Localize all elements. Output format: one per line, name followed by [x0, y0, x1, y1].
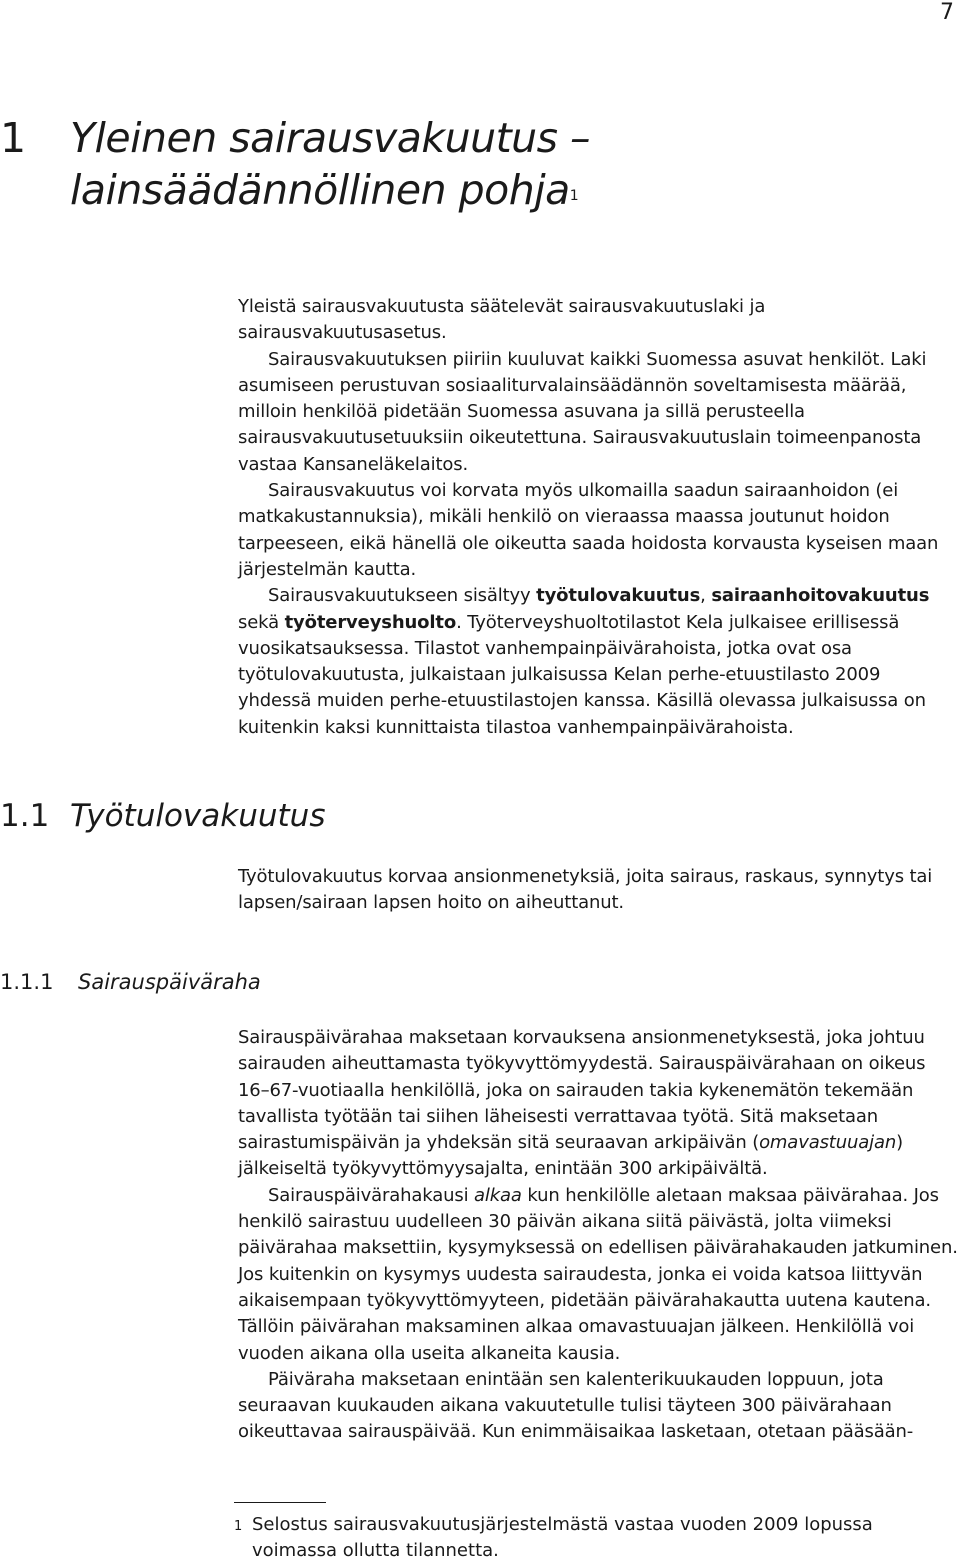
- term-alkaa: alkaa: [474, 1184, 522, 1206]
- text-span: ,: [700, 585, 712, 607]
- text-span: sekä: [238, 611, 285, 633]
- sairauspaivaraha-paragraph-1: [238, 1025, 958, 1183]
- text-span: kun henkilölle aletaan maksaa päivärahaa. Jos henkilö sairastuu uudelleen 30 päivän aikana siitä päivästä, jolta viimeksi päivärahaa maksettiin, kysymyksessä on edellisen päivärahakauden jatkuminen. Jos kuitenkin on kysymys uudesta sairaudesta, jonka ei voida katsoa liittyvän aikaisempaan työkyvyttömyyteen, pidetään päivärahakautta uutena kautena. Tällöin päivärahan maksaminen alkaa omavastuuajan jälkeen. Henkilöllä voi vuoden aikana olla useita alkaneita kausia.: [238, 1184, 958, 1364]
- footnote-reference: 1: [569, 188, 579, 204]
- text-span: Sairauspäivärahakausi: [268, 1184, 475, 1206]
- intro-paragraph-3: Sairausvakuutus voi korvata myös ulkomailla saadun sairaanhoidon (ei matkakustannuksia), mikäli henkilö on vieraassa maassa joutunut hoidon tarpeeseen, eikä hänellä ole oikeutta saada hoidosta korvausta kyseisen maan järjestelmän kautta.: [238, 480, 939, 580]
- intro-paragraph-4: [238, 583, 958, 741]
- term-tyotulovakuutus: työtulovakuutus: [536, 585, 701, 607]
- subsection-number: 1.1.1: [0, 970, 54, 994]
- intro-text: [238, 294, 958, 741]
- subsection-heading-1-1-1: [0, 970, 261, 994]
- intro-paragraph-1: Yleistä sairausvakuutusta säätelevät sairausvakuutuslaki ja sairausvakuutusasetus.: [238, 296, 766, 344]
- term-tyoterveyshuolto: työterveyshuolto: [284, 611, 457, 633]
- term-omavastuuaika: omavastuuajan: [759, 1132, 897, 1154]
- chapter-title-line1: Yleinen sairausvakuutus –: [70, 114, 591, 162]
- footnote-text: Selostus sairausvakuutusjärjestelmästä vastaa vuoden 2009 lopussa voimassa ollutta tilannetta.: [252, 1514, 873, 1561]
- term-sairaanhoitovakuutus: sairaanhoitovakuutus: [711, 585, 930, 607]
- chapter-title: [0, 112, 590, 216]
- section-title: Työtulovakuutus: [70, 798, 326, 834]
- text-span: Sairausvakuutukseen sisältyy: [268, 585, 537, 607]
- section-1-1-1-text: [238, 1025, 958, 1446]
- page-number: 7: [940, 0, 954, 25]
- footnote-mark: 1: [234, 1519, 243, 1534]
- text-span: Sairauspäivärahaa maksetaan korvauksena ansionmenetyksestä, joka johtuu sairauden aiheuttamasta työkyvyttömyydestä. Sairauspäivärahaan on oikeus 16–67-vuotiaalla henkilöllä, joka on sairauden takia kykenemätön tekemään tavallista työtään tai siihen läheisesti verrattavaa työtä. Sitä maksetaan sairastumispäivän ja yhdeksän sitä seuraavan arkipäivän (: [238, 1027, 926, 1154]
- chapter-number: 1: [0, 114, 26, 162]
- intro-paragraph-2: Sairausvakuutuksen piiriin kuuluvat kaikki Suomessa asuvat henkilöt. Laki asumiseen perustuvan sosiaaliturvalainsäädännön soveltamisesta määrää, milloin henkilöä pidetään Suomessa asuvana ja sillä perusteella sairausvakuutusetuuksiin oikeutettuna. Sairausvakuutuslain toimeenpanosta vastaa Kansaneläkelaitos.: [238, 348, 927, 475]
- sairauspaivaraha-paragraph-3: Päiväraha maksetaan enintään sen kalenterikuukauden loppuun, jota seuraavan kuukauden aikana vakuutetulle tulisi täyteen 300 päivärahaan oikeuttavaa sairauspäivää. Kun enimmäisaikaa lasketaan, otetaan pääsään-: [238, 1368, 914, 1443]
- subsection-title: Sairauspäiväraha: [78, 970, 261, 994]
- section-heading-1-1: [0, 798, 325, 834]
- text-span: . Työterveyshuoltotilastot Kela julkaisee erillisessä vuosikatsauksessa. Tilastot vanhempainpäivärahoista, jotka ovat osa työtulovakuutusta, julkaistaan julkaisussa Kelan perhe-etuustilasto 2009 yhdessä muiden perhe-etuustilastojen kanssa. Käsillä olevassa julkaisussa on kuitenkin kaksi kunnittaista tilastoa vanhempainpäivärahoista.: [238, 611, 926, 738]
- section-1-1-text: [238, 864, 958, 917]
- footnote: [234, 1512, 954, 1564]
- footnote-divider: [234, 1502, 326, 1503]
- chapter-title-line2: lainsäädännöllinen pohja: [70, 166, 570, 214]
- section-1-1-paragraph: Työtulovakuutus korvaa ansionmenetyksiä, joita sairaus, raskaus, synnytys tai lapsen/sairaan lapsen hoito on aiheuttanut.: [238, 866, 933, 914]
- section-number: 1.1: [0, 798, 50, 834]
- text-span: ) jälkeiseltä työkyvyttömyysajalta, enintään 300 arkipäivältä.: [238, 1132, 903, 1180]
- sairauspaivaraha-paragraph-2: [238, 1183, 958, 1367]
